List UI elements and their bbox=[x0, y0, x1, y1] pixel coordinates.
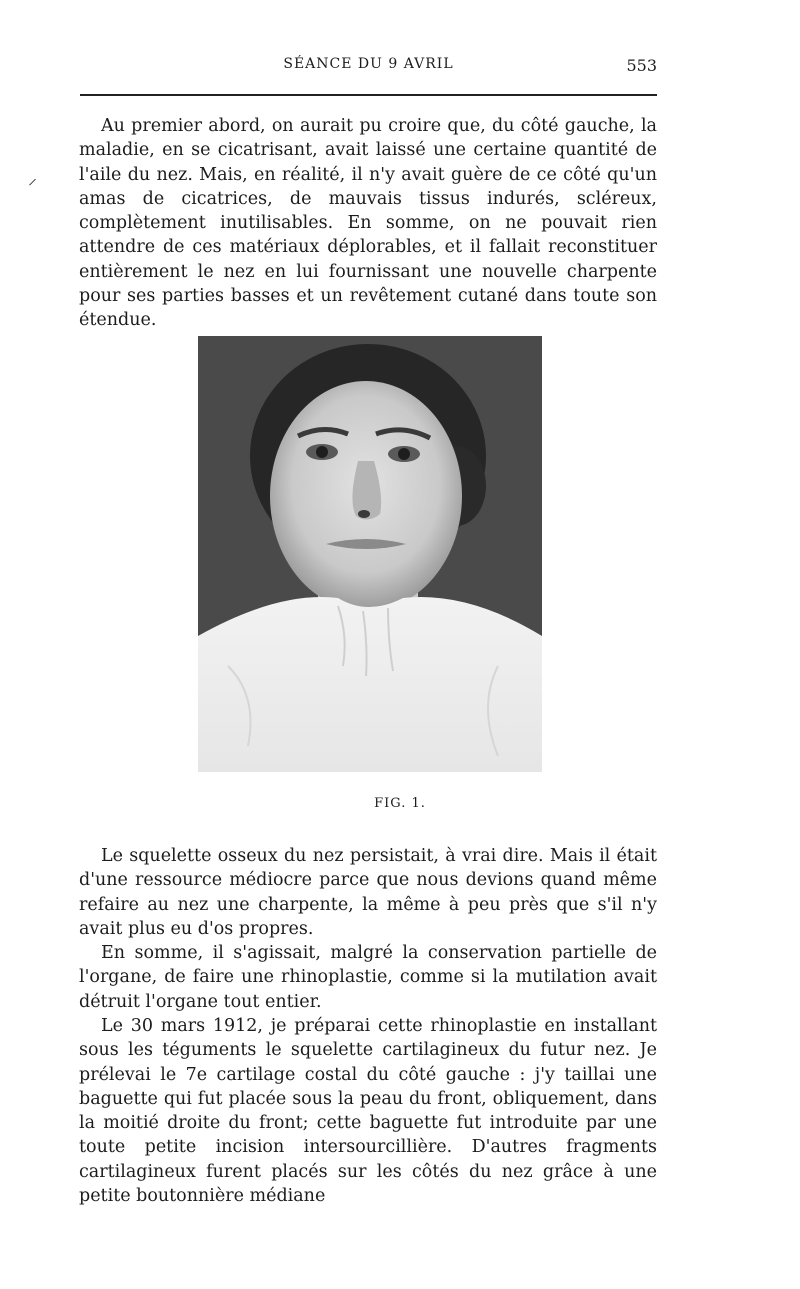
paragraph-3: En somme, il s'agissait, malgré la conservation partielle de l'organe, de faire une rhinoplastie, comme si la mutilation avait détruit l'organe tout entier. bbox=[79, 943, 657, 1012]
margin-mark-icon: ⸝ bbox=[28, 168, 37, 189]
paragraph-2: Le squelette osseux du nez persistait, à vrai dire. Mais il était d'une ressource médiocre parce que nous devions quand même refaire au nez une charpente, la même à peu près que s'il n'y avait plus eu d'os propres. bbox=[79, 846, 657, 939]
header-rule bbox=[80, 94, 657, 96]
paragraph-1: Au premier abord, on aurait pu croire que, du côté gauche, la maladie, en se cicatrisant, avait laissé une certaine quantité de l'aile du nez. Mais, en réalité, il n'y avait guère de ce côté qu'un amas de cicatrices, de mauvais tissus indurés, scléreux, complètement inutilisables. En somme, on ne pouvait rien attendre de ces matériaux déplorables, et il fallait reconstituer entièrement le nez en lui fournissant une nouvelle charpente pour ses parties basses et un revêtement cutané dans toute son étendue. bbox=[79, 116, 657, 331]
portrait-photo-icon bbox=[198, 336, 542, 772]
paragraph-4: Le 30 mars 1912, je préparai cette rhinoplastie en installant sous les téguments le squelette cartilagineux du futur nez. Je prélevai le 7e cartilage costal du côté gauche : j'y taillai une baguette qui fut placée sous la peau du front, obliquement, dans la moitié droite du front; cette baguette fut introduite par une toute petite incision intersourcillière. D'autres fragments cartilagineux furent placés sur les côtés du nez grâce à une petite boutonnière médiane bbox=[79, 1016, 657, 1207]
page-header bbox=[80, 56, 657, 80]
figure-photo bbox=[198, 336, 542, 772]
page-number: 553 bbox=[626, 56, 657, 75]
figure-caption: FIG. 1. bbox=[374, 796, 426, 811]
running-head: SÉANCE DU 9 AVRIL bbox=[283, 56, 454, 72]
